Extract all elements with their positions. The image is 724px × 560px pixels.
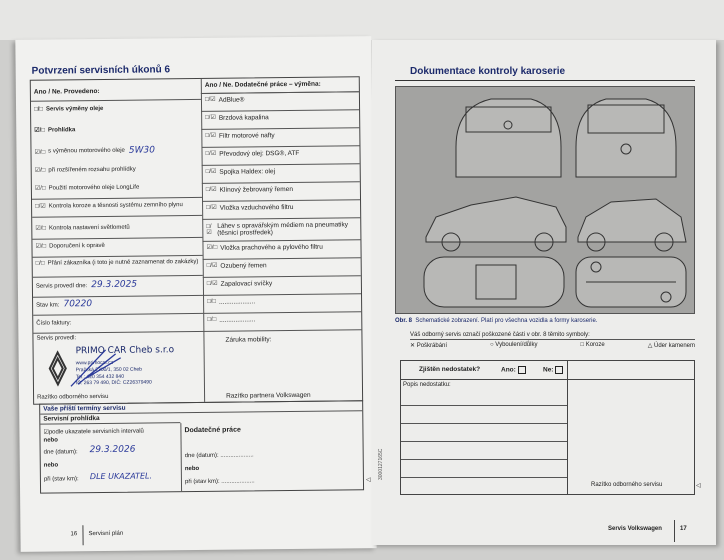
stamp-phone: Tel.: 420 354 432 840 (75, 373, 124, 380)
no-checkbox[interactable] (543, 366, 563, 374)
car-body-diagram (395, 86, 695, 314)
footer-divider (82, 525, 83, 545)
km-label: při (stav km): (43, 476, 79, 483)
divider (31, 99, 201, 102)
row-label: Brzdová kapalina (218, 114, 269, 122)
row-label: Vložka prachového a pylového filtru (220, 243, 323, 252)
divider (33, 329, 361, 333)
km-value[interactable]: 70220 (63, 299, 93, 310)
yes-label: Ano: (501, 366, 516, 374)
car-front-view-icon (576, 99, 676, 177)
extra-work-header: Dodatečné práce (184, 426, 241, 435)
yes-no-checkbox[interactable]: □/☑ (206, 223, 212, 237)
divider (33, 313, 203, 316)
car-side-left-icon (426, 197, 566, 251)
divider (203, 257, 361, 260)
title-rule (395, 80, 695, 81)
divider (202, 199, 360, 202)
left-page (15, 36, 376, 552)
description-line[interactable] (401, 423, 567, 424)
extra-km-field[interactable]: při (stav km): .................... (184, 478, 255, 486)
row-label: Zapalovací svíčky (220, 280, 273, 288)
page-number: 16 (70, 531, 78, 538)
continue-arrow-icon: ◁ (365, 477, 371, 484)
row-label: Kontrola koroze a těsnosti systému zemního plynu (48, 201, 183, 210)
yes-no-checkbox[interactable]: □/☑ (205, 151, 217, 158)
divider (567, 361, 568, 494)
right-page (372, 40, 716, 545)
divider (32, 237, 202, 240)
extra-work-row[interactable] (205, 131, 355, 140)
divider (201, 127, 359, 130)
left-column-header: Ano / Ne. Provedeno: (33, 87, 100, 96)
date-label: Servis provedl dne: (35, 283, 88, 290)
or-label: nebo (184, 465, 200, 473)
next-service-box (39, 400, 364, 493)
divider (32, 215, 202, 218)
row-label: Klínový žebrovaný řemen (219, 185, 293, 194)
next-date-value[interactable]: 29.3.2026 (89, 444, 136, 456)
divider (202, 239, 360, 242)
row-label: .................... (218, 298, 256, 306)
service-row[interactable] (35, 183, 200, 192)
extra-work-row[interactable] (205, 95, 355, 104)
partner-stamp-label: Razítko partnera Volkswagen (226, 391, 311, 400)
extra-work-row[interactable] (207, 279, 357, 288)
row-label: AdBlue® (218, 96, 245, 104)
service-row[interactable] (34, 105, 199, 113)
car-rear-view-icon (456, 99, 561, 177)
yes-no-checkbox[interactable]: □/□ (35, 260, 45, 267)
by-indicator-checkbox[interactable]: ☑podle ukazatele servisních intervalů (43, 428, 144, 436)
page-number: 17 (680, 526, 687, 532)
no-label: Ne: (543, 366, 554, 374)
handwritten-oil-grade: 5W30 (128, 145, 156, 156)
invoice-label: Číslo faktury: (36, 320, 72, 327)
mobility-label: Záruka mobility: (225, 336, 272, 344)
yes-no-checkbox[interactable]: □/☑ (206, 205, 217, 212)
divider (32, 197, 202, 200)
service-stamp (48, 345, 198, 393)
yes-no-checkbox[interactable]: ☑/□ (34, 149, 46, 156)
row-label: Použití motorového oleje LongLife (48, 184, 140, 192)
extra-date-field[interactable]: dne (datum): .................... (184, 452, 254, 460)
divider (401, 379, 694, 380)
service-table (30, 76, 363, 404)
service-row[interactable] (34, 145, 199, 157)
km-label: Stav km: (36, 302, 60, 309)
next-service-subtitle: Servisní prohlídka (40, 413, 180, 424)
extra-work-row[interactable] (206, 203, 356, 212)
divider (202, 163, 360, 166)
description-line[interactable] (401, 477, 567, 478)
stamp-ids: IČ: 263 79 490, DIČ: CZ26379490 (75, 379, 152, 387)
row-label: Převodový olej: DSG®, ATF (219, 149, 300, 158)
yes-no-checkbox[interactable]: □/□ (34, 106, 44, 113)
divider (33, 255, 203, 258)
footer-text: Servisní plán (88, 530, 124, 538)
extra-work-row[interactable] (206, 167, 356, 176)
legend-corrosion: □ Koroze (580, 342, 605, 348)
yes-no-checkbox[interactable]: □/☑ (35, 203, 46, 210)
footer-divider (674, 520, 675, 542)
next-service-title: Vaše příští termíny servisu (40, 401, 362, 414)
divider (203, 293, 361, 296)
car-top-view-icon (424, 257, 564, 307)
row-label: Doporučení k opravě (49, 242, 105, 250)
footer-text: Servis Volkswagen (608, 526, 662, 532)
extra-work-row[interactable] (206, 185, 356, 194)
description-line[interactable] (401, 405, 567, 406)
next-km-value[interactable]: DLE UKAZATEL. (89, 471, 153, 482)
row-label: .................... (219, 316, 256, 324)
page-title: Dokumentace kontroly karoserie (410, 66, 566, 77)
service-row[interactable] (35, 165, 200, 174)
yes-no-checkbox[interactable]: □/☑ (205, 169, 217, 176)
divider (203, 311, 361, 314)
yes-no-checkbox[interactable]: ☑/□ (34, 167, 46, 174)
divider (202, 181, 360, 184)
description-line[interactable] (401, 459, 567, 460)
continue-arrow-icon: ◁ (696, 483, 701, 489)
symbol-legend (410, 342, 695, 349)
row-label: Přání zákazníka (i toto je nutné zaznamenat do zakázky) (47, 258, 199, 267)
row-label: Láhev s opravářským médiem na pneumatiky (těsnicí prostředek) (217, 221, 348, 237)
yes-no-checkbox[interactable]: ☑/□ (34, 185, 46, 192)
stamp-label: Razítko odborného servisu (37, 393, 109, 401)
legend-dent: ○ Vyboulení/důlky (490, 342, 538, 348)
km-field (36, 299, 92, 310)
yes-no-checkbox[interactable]: □/☑ (205, 187, 217, 194)
yes-no-checkbox[interactable]: □/☑ (205, 115, 216, 122)
service-row[interactable] (35, 223, 200, 232)
row-label: Spojka Haldex: olej (219, 168, 276, 176)
yes-no-checkbox[interactable]: □/☑ (204, 97, 216, 104)
stamp-address: Pražská 2300/1, 350 02 Cheb (75, 366, 142, 374)
row-label: Kontrola nastavení světlometů (48, 224, 130, 232)
performed-by-label: Servis provedl: (36, 335, 77, 342)
yes-no-checkbox[interactable]: □/☑ (206, 263, 218, 270)
row-label: Vložka vzduchového filtru (219, 203, 294, 212)
row-label: s výměnou motorového oleje (48, 147, 125, 155)
divider (201, 91, 359, 94)
stamp-web: www.primocar.cz (75, 359, 114, 367)
yes-no-checkbox[interactable]: □/☑ (206, 281, 218, 288)
figure-caption (395, 318, 597, 324)
date-label: dne (datum): (43, 449, 78, 456)
divider (201, 145, 359, 148)
yes-no-checkbox[interactable]: □/□ (207, 299, 217, 306)
service-date-value[interactable]: 29.3.2025 (91, 279, 138, 291)
yes-no-checkbox[interactable]: □/☑ (205, 133, 217, 140)
extra-work-row[interactable] (207, 297, 357, 306)
legend-scratch: ✕ Poškrábání (410, 343, 448, 349)
description-label: Popis nedostatku: (403, 382, 451, 388)
page-title: Potvrzení servisních úkonů 6 (31, 64, 171, 77)
description-line[interactable] (401, 441, 567, 442)
extra-work-row[interactable] (206, 243, 356, 252)
service-date-field (36, 280, 137, 291)
divider (180, 423, 182, 491)
divider (201, 109, 359, 112)
extra-work-row[interactable] (206, 149, 356, 158)
or-label: nebo (43, 462, 59, 469)
stamp-label: Razítko odborného servisu (591, 482, 663, 488)
yes-no-checkbox[interactable]: ☑/□ (206, 245, 218, 252)
extra-work-row[interactable] (206, 221, 356, 237)
stamp-company: PRIMO CAR Cheb s.r.o (75, 345, 175, 357)
divider (203, 275, 361, 278)
divider (202, 217, 360, 220)
or-label: nebo (43, 437, 58, 444)
defect-table (400, 360, 695, 495)
yes-checkbox[interactable] (501, 366, 526, 374)
row-label: Servis výměny oleje (45, 105, 104, 113)
instruction-text: Váš odborný servis označí poškozené části v obr. 8 těmito symboly: (410, 332, 695, 340)
service-row[interactable] (35, 241, 200, 250)
service-row[interactable] (35, 201, 200, 210)
legend-stone-chip: △ Úder kamenem (647, 343, 695, 349)
service-row[interactable] (36, 259, 201, 267)
divider (33, 295, 203, 298)
extra-work-row[interactable] (205, 113, 355, 122)
row-label: Prohlídka (47, 126, 76, 134)
extra-work-row[interactable] (207, 261, 357, 270)
yes-no-checkbox[interactable]: ☑/□ (35, 225, 47, 232)
document-code: 3000127165C (378, 448, 384, 480)
defect-question: Zjištěn nedostatek? (419, 366, 481, 373)
extra-work-row[interactable] (207, 315, 357, 324)
figure-number: Obr. 8 (395, 318, 413, 324)
caption-text: Schematické zobrazení. Platí pro všechna vozidla a formy karoserie. (415, 318, 598, 324)
row-label: Filtr motorové nafty (218, 132, 275, 140)
right-column-header: Ano / Ne. Dodatečné práce – výměna: (204, 80, 321, 89)
yes-no-checkbox[interactable]: □/□ (207, 317, 217, 324)
service-row[interactable] (34, 125, 199, 134)
yes-no-checkbox[interactable]: ☑/□ (35, 243, 47, 250)
row-label: při rozšířeném rozsahu prohlídky (48, 166, 136, 174)
signature (66, 348, 126, 389)
background (0, 0, 724, 40)
yes-no-checkbox[interactable]: ☑/□ (34, 127, 45, 134)
car-side-right-icon (578, 199, 686, 251)
row-label: Ozubený řemen (220, 262, 267, 270)
divider (33, 275, 203, 278)
car-underbody-icon (576, 257, 686, 307)
